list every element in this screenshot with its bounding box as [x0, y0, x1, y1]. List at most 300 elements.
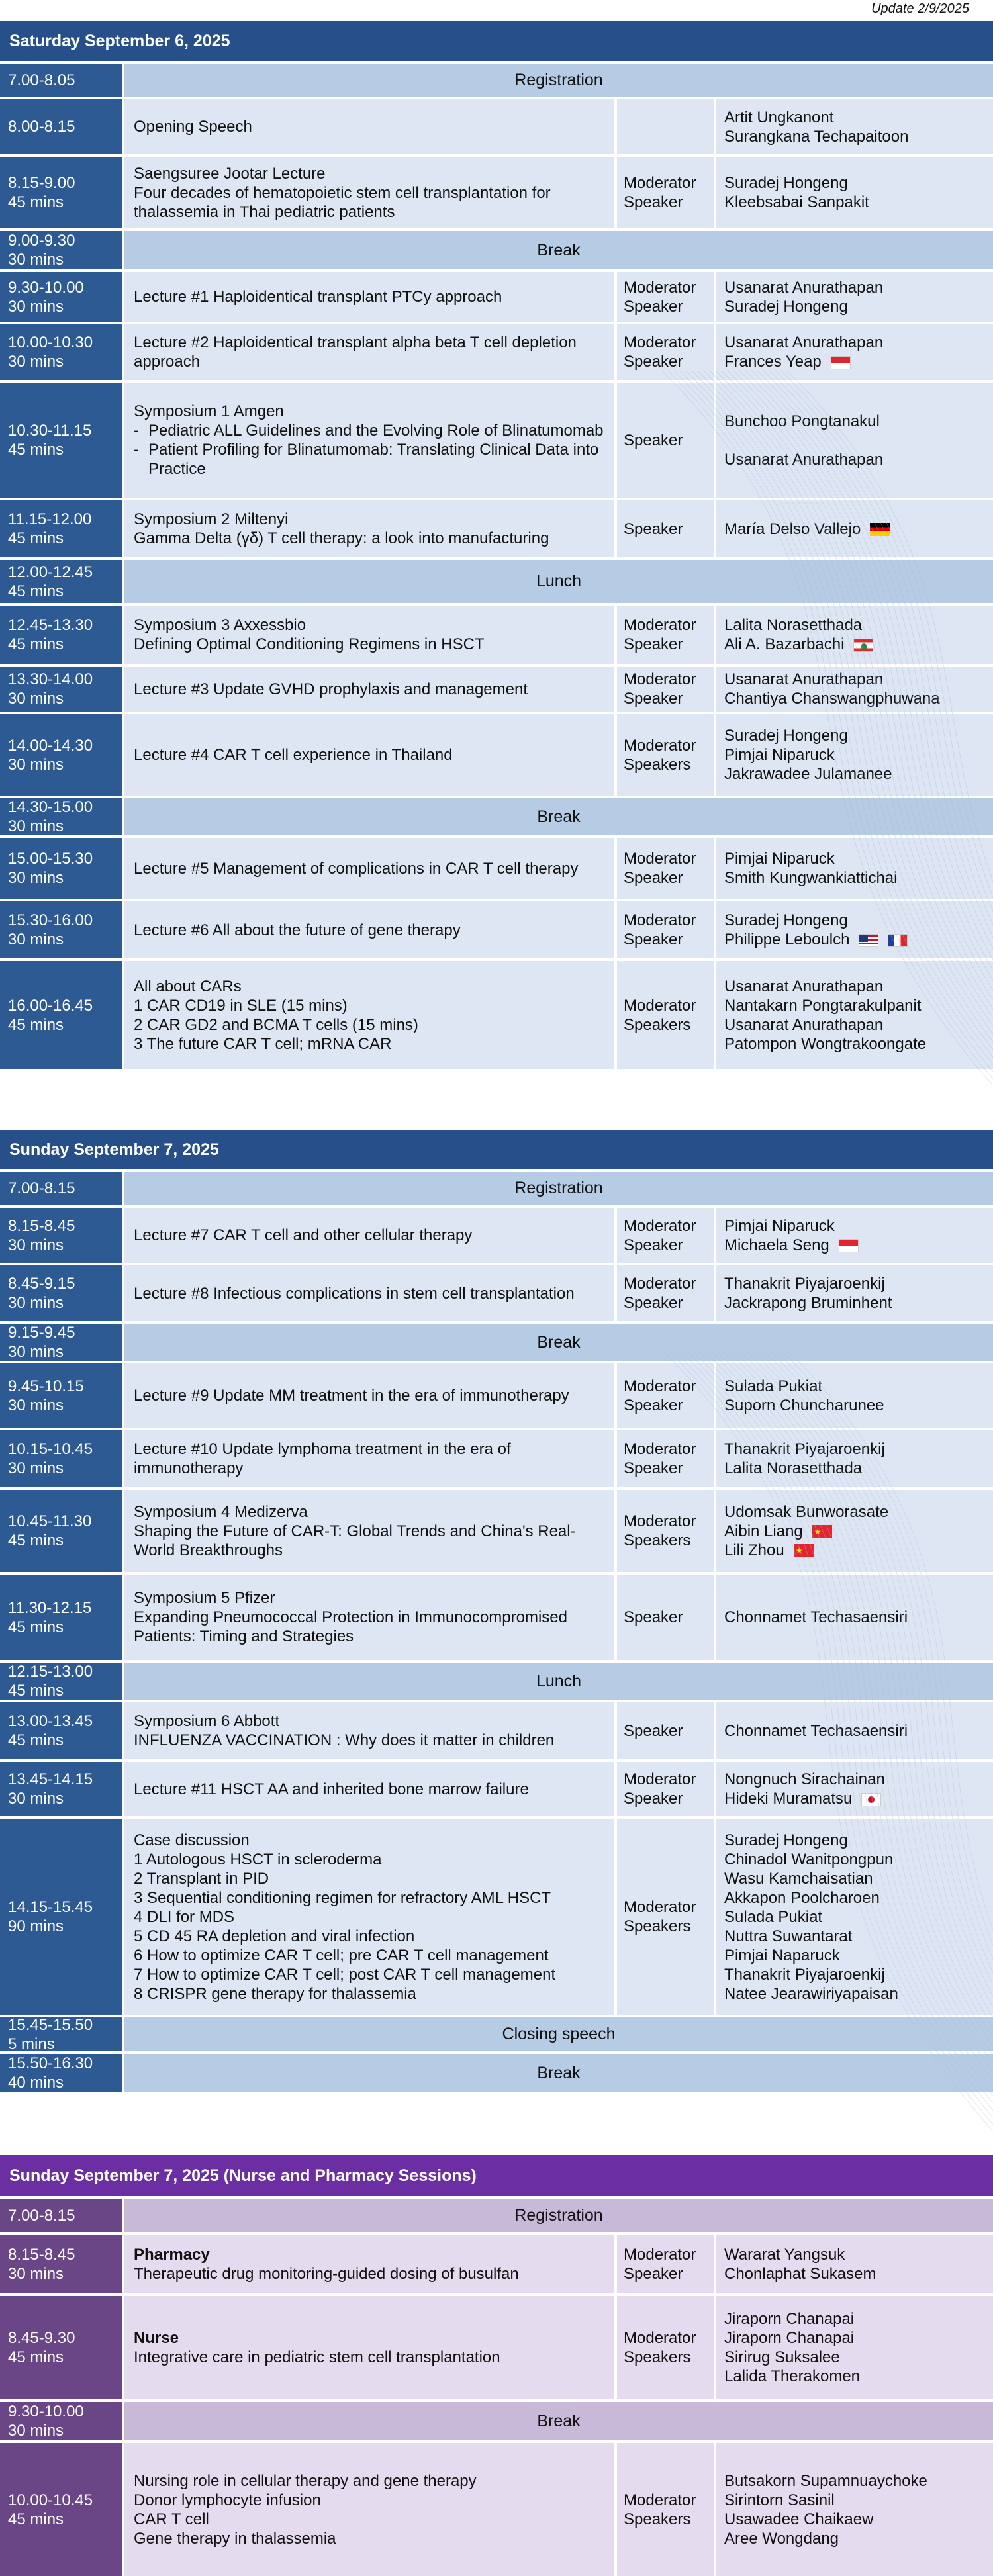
schedule-row — [0, 796, 993, 835]
people-column — [716, 500, 993, 557]
session-topic — [124, 714, 614, 796]
time-text: 7.00-8.15 — [8, 2207, 75, 2225]
role-column — [617, 1762, 714, 1816]
time-text: 30 mins — [8, 690, 64, 708]
person-name — [724, 930, 993, 949]
time-text: 90 mins — [8, 1917, 64, 1935]
time-text: 13.00-13.45 — [8, 1712, 93, 1730]
person-name-text: María Delso Vallejo — [724, 520, 861, 538]
flag-us-icon — [859, 934, 878, 947]
person-name-text: Chinadol Wanitpongpun — [724, 1850, 894, 1868]
time-slot — [0, 1324, 122, 1361]
role-column — [617, 1490, 714, 1572]
schedule-row — [0, 2399, 993, 2440]
schedule-row — [0, 2051, 993, 2092]
person-name-text: Usanarat Anurathapan — [724, 977, 884, 995]
person-name — [724, 1502, 993, 1522]
time-slot — [0, 901, 122, 958]
person-name-text: Udomsak Bunworasate — [724, 1502, 889, 1521]
person-name — [724, 2348, 993, 2367]
topic-line: Defining Optimal Conditioning Regimens in HSCT — [134, 635, 485, 653]
topic-line: 8 CRISPR gene therapy for thalassemia — [134, 1984, 416, 2003]
session-topic — [124, 1819, 614, 2015]
section-title: Sunday September 7, 2025 (Nurse and Pharmacy Sessions) — [0, 2155, 993, 2196]
time-text: 15.30-16.00 — [8, 911, 93, 929]
person-name — [724, 1522, 993, 1541]
topic-line: Symposium 4 Medizerva — [134, 1502, 308, 1521]
schedule-row — [0, 1263, 993, 1321]
topic-line: Opening Speech — [134, 118, 252, 136]
person-name-text: Suradej Hongeng — [724, 297, 848, 316]
topic-line: Four decades of hematopoietic stem cell transplantation for thalassemia in Thai pediatric patients — [134, 183, 551, 221]
time-text: 8.00-8.15 — [8, 118, 75, 136]
schedule-row — [0, 958, 993, 1069]
person-name-text: Surangkana Techapaitoon — [724, 127, 909, 146]
session-topic — [124, 2443, 614, 2576]
people-column — [716, 1430, 993, 1487]
topic-line: Lecture #10 Update lymphoma treatment in the era of immunotherapy — [134, 1440, 511, 1477]
time-text: 13.30-14.00 — [8, 670, 93, 688]
person-name — [724, 127, 993, 146]
person-name — [724, 1946, 993, 1965]
role-column — [617, 1819, 714, 2015]
time-text: 45 mins — [8, 2348, 64, 2366]
person-name-text: Sirintorn Sasinil — [724, 2491, 835, 2509]
schedule-row — [0, 1487, 993, 1572]
time-slot — [0, 714, 122, 796]
time-slot — [0, 1663, 122, 1700]
person-name-text: Hideki Muramatsu — [724, 1790, 853, 1808]
role-text: Speakers — [624, 755, 691, 774]
role-text: Speaker — [624, 1790, 683, 1808]
topic-line: Lecture #7 CAR T cell and other cellular therapy — [134, 1226, 473, 1244]
person-name-text: Sulada Pukiat — [724, 1377, 823, 1395]
person-name — [724, 108, 993, 127]
session-topic — [124, 1430, 614, 1487]
time-text: 30 mins — [8, 869, 64, 887]
people-column — [716, 1762, 993, 1816]
person-name — [724, 849, 993, 868]
topic-line: CAR T cell — [134, 2510, 209, 2528]
schedule-row — [0, 1660, 993, 1700]
person-name-text: Usanarat Anurathapan — [724, 278, 884, 297]
time-text: 30 mins — [8, 297, 64, 316]
person-name-text: Chonnamet Techasaensiri — [724, 1608, 908, 1626]
people-column — [716, 157, 993, 228]
person-name-text: Smith Kungwankiattichai — [724, 869, 898, 887]
person-name — [724, 1396, 993, 1415]
time-slot — [0, 2402, 122, 2440]
role-column — [617, 1265, 714, 1321]
person-name — [724, 2471, 993, 2491]
session-banner: Break — [124, 231, 993, 269]
person-name — [724, 1015, 993, 1035]
person-name-text: Thanakrit Piyajaroenkij — [724, 1965, 885, 1984]
topic-line: Lecture #8 Infectious complications in stem cell transplantation — [134, 1284, 575, 1303]
schedule-row — [0, 712, 993, 796]
session-topic — [124, 838, 614, 899]
schedule-row — [0, 557, 993, 603]
time-text: 9.00-9.30 — [8, 232, 75, 250]
person-name-text: Thanakrit Piyajaroenkij — [724, 1275, 885, 1293]
role-text: Speaker — [624, 353, 683, 371]
schedule-section — [0, 1130, 993, 2092]
schedule-row — [0, 2015, 993, 2051]
schedule-row — [0, 664, 993, 712]
person-name-text: Kleebsabai Sanpakit — [724, 193, 869, 211]
session-topic — [124, 1575, 614, 1660]
time-slot — [0, 324, 122, 380]
time-text: 45 mins — [8, 1618, 64, 1636]
person-name — [724, 1541, 993, 1560]
topic-line: 4 DLI for MDS — [134, 1908, 235, 1926]
time-text: 45 mins — [8, 441, 64, 459]
session-topic — [124, 2296, 614, 2399]
person-name — [724, 1274, 993, 1293]
time-text: 45 mins — [8, 2510, 64, 2528]
session-banner: Break — [124, 2054, 993, 2092]
time-text: 45 mins — [8, 1015, 64, 1034]
person-name — [724, 1927, 993, 1946]
person-name-text: Suradej Hongeng — [724, 727, 848, 745]
role-text: Speakers — [624, 2510, 691, 2528]
flag-de-icon — [870, 523, 890, 536]
time-text: 15.45-15.50 — [8, 2015, 93, 2034]
session-banner: Break — [124, 798, 993, 835]
schedule-row — [0, 1321, 993, 1361]
schedule-row — [0, 1205, 993, 1263]
people-column — [716, 324, 993, 380]
session-banner: Break — [124, 2402, 993, 2440]
time-text: 9.15-9.45 — [8, 1324, 75, 1342]
person-name — [724, 412, 993, 431]
person-name — [724, 1850, 993, 1869]
role-text: Moderator — [624, 911, 696, 929]
person-name-text: Chonlaphat Sukasem — [724, 2265, 876, 2283]
session-topic — [124, 606, 614, 664]
people-column — [716, 272, 993, 322]
schedule-row — [0, 1816, 993, 2015]
time-text: 16.00-16.45 — [8, 996, 93, 1015]
time-slot — [0, 798, 122, 835]
schedule-row — [0, 61, 993, 97]
time-slot — [0, 1172, 122, 1205]
role-text: Moderator — [624, 850, 696, 868]
session-topic — [124, 383, 614, 498]
role-text: Moderator — [624, 1217, 696, 1235]
time-slot — [0, 1208, 122, 1263]
person-name — [724, 745, 993, 764]
people-column — [716, 961, 993, 1069]
role-text: Moderator — [624, 616, 696, 634]
people-column — [716, 99, 993, 154]
person-name-text: Usanarat Anurathapan — [724, 450, 884, 469]
person-name-text: Lalida Therakomen — [724, 2368, 861, 2385]
time-text: 12.15-13.00 — [8, 1663, 93, 1680]
person-name — [724, 278, 993, 297]
time-text: 45 mins — [8, 193, 64, 211]
person-name — [724, 1459, 993, 1478]
person-name — [724, 1035, 993, 1054]
role-text: Moderator — [624, 2246, 696, 2264]
topic-line: INFLUENZA VACCINATION : Why does it matter in children — [134, 1731, 555, 1749]
schedule-row — [0, 498, 993, 557]
person-name — [724, 297, 993, 316]
session-topic — [124, 1265, 614, 1321]
schedule-section — [0, 2155, 993, 2576]
people-column — [716, 1575, 993, 1660]
people-column — [716, 838, 993, 899]
session-banner: Registration — [124, 2199, 993, 2232]
person-name-text: Aibin Liang — [724, 1522, 803, 1540]
time-text: 15.50-16.30 — [8, 2054, 93, 2072]
time-text: 5 mins — [8, 2035, 55, 2053]
role-text: Speakers — [624, 1917, 691, 1935]
role-column — [617, 272, 714, 322]
person-name — [724, 1789, 993, 1808]
time-text: 45 mins — [8, 635, 64, 653]
person-name-text: Pimjai Niparuck — [724, 1217, 835, 1235]
flag-lb-icon — [853, 639, 873, 652]
person-name-text: Usawadee Chaikaew — [724, 2510, 874, 2528]
person-name — [724, 2529, 993, 2548]
person-name-text: Jackrapong Bruminhent — [724, 1294, 892, 1312]
topic-line: Symposium 2 Miltenyi — [134, 510, 289, 528]
role-text: Moderator — [624, 1898, 696, 1916]
flag-fr-icon — [888, 934, 908, 947]
schedule-row — [0, 1759, 993, 1816]
person-name-text: Ali A. Bazarbachi — [724, 635, 845, 653]
person-name — [724, 1888, 993, 1908]
time-text: 9.45-10.15 — [8, 1377, 84, 1395]
role-column — [617, 1208, 714, 1263]
person-name-text: Patompon Wongtrakoongate — [724, 1035, 927, 1053]
schedule-row — [0, 1361, 993, 1428]
role-column — [617, 2443, 714, 2576]
time-slot — [0, 1575, 122, 1660]
schedule-row — [0, 899, 993, 958]
time-slot — [0, 2443, 122, 2576]
role-text: Moderator — [624, 174, 696, 192]
role-text: Moderator — [624, 334, 696, 351]
schedule-row — [0, 1428, 993, 1487]
topic-line: Lecture #9 Update MM treatment in the era of immunotherapy — [134, 1387, 569, 1404]
session-topic — [124, 1762, 614, 1816]
session-banner: Break — [124, 1324, 993, 1361]
time-text: 30 mins — [8, 1343, 64, 1361]
role-text: Speaker — [624, 931, 683, 948]
time-slot — [0, 1702, 122, 1759]
flag-cn-icon — [794, 1544, 814, 1557]
person-name-text: Aree Wongdang — [724, 2529, 839, 2548]
time-text: 9.30-10.00 — [8, 2403, 84, 2420]
topic-line: Shaping the Future of CAR-T: Global Trends and China's Real-World Breakthroughs — [134, 1522, 576, 1559]
topic-line: Nursing role in cellular therapy and gene therapy — [134, 2471, 477, 2490]
role-text: Speaker — [624, 1396, 683, 1414]
person-name — [724, 193, 993, 212]
topic-line: Saengsuree Jootar Lecture — [134, 164, 326, 183]
schedule-row — [0, 2232, 993, 2293]
time-text: 10.30-11.15 — [8, 422, 92, 439]
topic-line: 5 CD 45 RA depletion and viral infection — [134, 1927, 415, 1945]
topic-line: Expanding Pneumococcal Protection in Immunocompromised Patients: Timing and Strategies — [134, 1608, 567, 1645]
person-name — [724, 1831, 993, 1850]
topic-line: Symposium 5 Pfizer — [134, 1589, 275, 1607]
person-name-text: Pimjai Niparuck — [724, 850, 835, 868]
role-column — [617, 99, 714, 154]
role-column — [617, 606, 714, 664]
time-text: 7.00-8.05 — [8, 71, 75, 89]
time-text: 12.45-13.30 — [8, 616, 93, 634]
topic-line: Donor lymphocyte infusion — [134, 2491, 321, 2509]
time-slot — [0, 2017, 122, 2051]
people-column — [716, 383, 993, 498]
person-name — [724, 1770, 993, 1789]
schedule-row — [0, 1700, 993, 1759]
session-topic — [124, 157, 614, 228]
person-name-text: Artit Ungkanont — [724, 108, 834, 126]
people-column — [716, 1702, 993, 1759]
role-text: Speaker — [624, 1294, 683, 1312]
time-slot — [0, 961, 122, 1069]
role-text: Moderator — [624, 2491, 696, 2509]
role-column — [617, 667, 714, 712]
people-column — [716, 606, 993, 664]
person-name — [724, 868, 993, 888]
update-note: Update 2/9/2025 — [871, 1, 969, 16]
schedule-row — [0, 835, 993, 899]
person-name-text: Jakrawadee Julamanee — [724, 765, 892, 783]
time-slot — [0, 1363, 122, 1428]
role-column — [617, 1363, 714, 1428]
schedule-row — [0, 154, 993, 228]
person-name — [724, 1869, 993, 1888]
time-text: 30 mins — [8, 1294, 64, 1312]
session-topic — [124, 1702, 614, 1759]
people-column — [716, 1490, 993, 1572]
people-column — [716, 1208, 993, 1263]
person-name — [724, 1908, 993, 1927]
topic-line: All about CARs — [134, 977, 242, 995]
people-column — [716, 2296, 993, 2399]
role-text: Speaker — [624, 1722, 683, 1740]
schedule-row — [0, 97, 993, 154]
person-name — [724, 2367, 993, 2386]
role-text: Moderator — [624, 1275, 696, 1293]
time-text: 11.30-12.15 — [8, 1598, 92, 1617]
time-text: 14.00-14.30 — [8, 736, 93, 755]
person-name — [724, 1608, 993, 1627]
time-text: 30 mins — [8, 2422, 64, 2440]
person-name — [724, 1984, 993, 2003]
topic-line: 7 How to optimize CAR T cell; post CAR T cell management — [134, 1965, 556, 1984]
person-name — [724, 2309, 993, 2328]
schedule-row — [0, 603, 993, 664]
time-text: 8.15-8.45 — [8, 1217, 75, 1235]
time-text: 10.15-10.45 — [8, 1440, 93, 1458]
session-banner: Registration — [124, 64, 993, 97]
flag-jp-icon — [861, 1793, 881, 1806]
session-topic — [124, 1490, 614, 1572]
time-slot — [0, 560, 122, 603]
person-name — [724, 670, 993, 689]
person-name-text: Sirirug Suksalee — [724, 2348, 840, 2366]
session-banner: Registration — [124, 1172, 993, 1205]
session-topic — [124, 324, 614, 380]
topic-line: 2 Transplant in PID — [134, 1869, 269, 1888]
time-text: 30 mins — [8, 1790, 64, 1808]
person-name — [724, 764, 993, 784]
person-name-text: Wararat Yangsuk — [724, 2246, 845, 2264]
topic-line: Therapeutic drug monitoring-guided dosing of busulfan — [134, 2265, 519, 2283]
topic-line: 1 Autologous HSCT in scleroderma — [134, 1850, 382, 1868]
person-name-text: Nuttra Suwantarat — [724, 1927, 853, 1945]
person-name-text: Thanakrit Piyajaroenkij — [724, 1440, 885, 1458]
person-name-text: Lalita Norasetthada — [724, 1459, 863, 1477]
person-name-text: Michaela Seng — [724, 1236, 829, 1254]
person-name — [724, 2328, 993, 2348]
person-name — [724, 726, 993, 745]
topic-line: 3 The future CAR T cell; mRNA CAR — [134, 1035, 392, 1053]
person-name — [724, 911, 993, 930]
time-slot — [0, 838, 122, 899]
person-name-text: Nongnuch Sirachainan — [724, 1771, 885, 1788]
time-text: 30 mins — [8, 1396, 64, 1414]
role-column — [617, 838, 714, 899]
time-slot — [0, 2199, 122, 2232]
topic-line: Gamma Delta (γδ) T cell therapy: a look into manufacturing — [134, 529, 549, 547]
time-slot — [0, 1762, 122, 1816]
session-topic — [124, 1208, 614, 1263]
role-text: Speaker — [624, 297, 683, 316]
time-slot — [0, 2054, 122, 2092]
role-text: Speakers — [624, 1015, 691, 1034]
schedule-row — [0, 1169, 993, 1205]
time-slot — [0, 1265, 122, 1321]
topic-line: 1 CAR CD19 in SLE (15 mins) — [134, 996, 348, 1015]
topic-bullet — [134, 421, 614, 440]
section-title: Sunday September 7, 2025 — [0, 1130, 993, 1169]
topic-line: 2 CAR GD2 and BCMA T cells (15 mins) — [134, 1015, 418, 1034]
role-column — [617, 157, 714, 228]
topic-line: 3 Sequential conditioning regimen for refractory AML HSCT — [134, 1888, 551, 1907]
time-slot — [0, 2296, 122, 2399]
session-banner: Lunch — [124, 1663, 993, 1700]
person-name-text: Chonnamet Techasaensiri — [724, 1722, 908, 1740]
person-name — [724, 2491, 993, 2510]
time-text: 11.15-12.00 — [8, 510, 92, 528]
topic-line: Lecture #2 Haploidentical transplant alpha beta T cell depletion approach — [134, 334, 577, 371]
role-text: Speakers — [624, 2348, 691, 2366]
role-column — [617, 901, 714, 958]
person-name-text: Suradej Hongeng — [724, 174, 848, 192]
people-column — [716, 714, 993, 796]
session-topic — [124, 1363, 614, 1428]
person-name-text: Wasu Kamchaisatian — [724, 1869, 873, 1888]
people-column — [716, 1363, 993, 1428]
time-text: 30 mins — [8, 353, 64, 371]
time-text: 13.45-14.15 — [8, 1771, 93, 1788]
time-text: 30 mins — [8, 2265, 64, 2283]
role-text: Speaker — [624, 1459, 683, 1477]
role-text: Speaker — [624, 1608, 683, 1626]
time-text: 45 mins — [8, 1682, 64, 1700]
role-text: Speaker — [624, 431, 683, 449]
person-name — [724, 1377, 993, 1396]
topic-line: Lecture #11 HSCT AA and inherited bone marrow failure — [134, 1780, 529, 1798]
topic-bullet — [134, 440, 614, 479]
person-name — [724, 520, 993, 539]
